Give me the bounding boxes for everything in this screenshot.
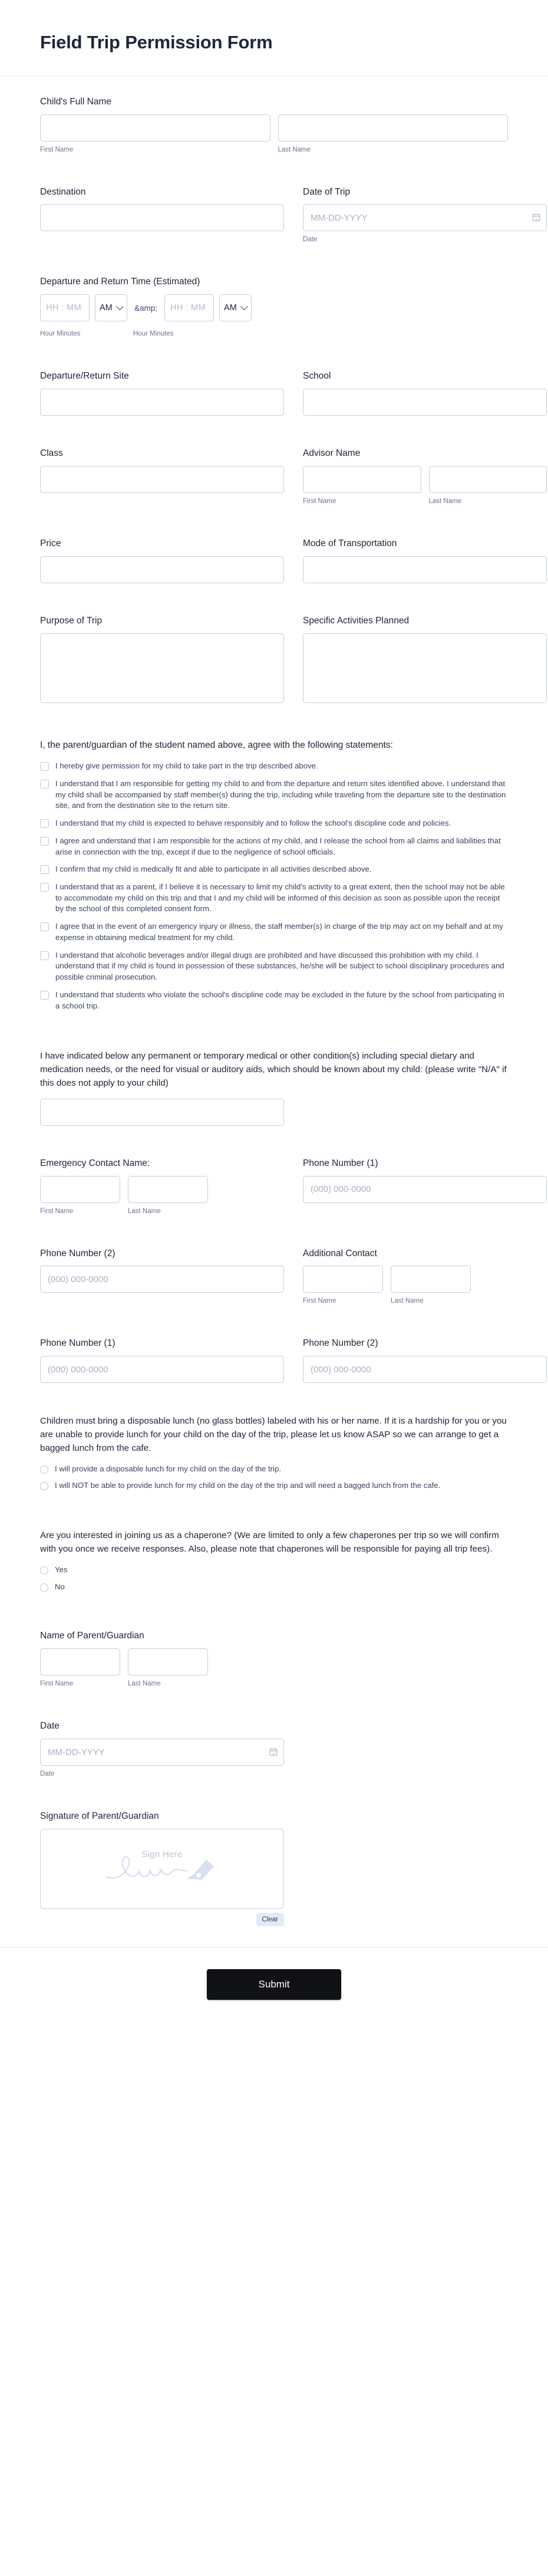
school-label: School (303, 371, 331, 382)
advisor-first-name-group (303, 466, 421, 506)
chevron-down-icon (240, 303, 248, 310)
advisor-last-name-group (429, 466, 547, 506)
spacer (40, 600, 508, 615)
radio-icon[interactable] (40, 1482, 48, 1490)
specific-activities-textarea[interactable] (303, 633, 547, 703)
additional-phone-2-label: Phone Number (2) (303, 1338, 378, 1349)
field-row-medical (40, 1050, 508, 1125)
agreement-item-label: I agree that in the event of an emergency injury or illness, the staff member(s) in charge of the trip may act on my behalf and at my expense in obtaining medical treatment for my child. (55, 922, 503, 942)
field-row-purpose-activities (40, 615, 508, 703)
emergency-contact-inputs (40, 1176, 284, 1216)
child-name-inputs (40, 114, 508, 155)
child-full-name-label: Child's Full Name (40, 96, 111, 107)
lunch-option-label: I will provide a disposable lunch for my child on the day of the trip. (55, 1464, 282, 1473)
chaperone-prompt: Are you interested in joining us as a chaperone? (We are limited to only a few chaperones per trip so we will confirm with you once we receive responses. Also, please note that chaperones will be responsible for paying all trip fees). (40, 1530, 499, 1554)
field-specific-activities (303, 615, 547, 703)
emergency-first-name-input[interactable] (40, 1176, 120, 1203)
field-row-signature (40, 1811, 508, 1926)
time-separator: &amp; (134, 303, 158, 313)
field-signature (40, 1811, 284, 1926)
form-footer (0, 1947, 548, 2026)
form-header (0, 0, 548, 76)
field-destination (40, 186, 284, 245)
spacer (40, 719, 508, 735)
parent-first-name-sublabel: First Name (40, 1680, 74, 1688)
advisor-name-inputs (303, 466, 547, 506)
parent-last-name-sublabel: Last Name (128, 1680, 161, 1688)
additional-first-name-input[interactable] (303, 1266, 383, 1293)
spacer (40, 1514, 508, 1529)
time-sublabels (40, 326, 508, 339)
field-medical-conditions (40, 1050, 508, 1125)
purpose-of-trip-label: Purpose of Trip (40, 615, 103, 626)
parent-first-name-input[interactable] (40, 1648, 120, 1675)
time-inputs (40, 294, 508, 321)
child-first-name-input[interactable] (40, 114, 270, 142)
child-last-name-sublabel: Last Name (278, 146, 311, 153)
date-of-trip-label: Date of Trip (303, 186, 351, 197)
field-school (303, 370, 547, 416)
emergency-last-name-group (128, 1176, 208, 1216)
chaperone-radio-row[interactable] (40, 1582, 508, 1593)
mode-of-transportation-label: Mode of Transportation (303, 538, 397, 548)
departure-time-input[interactable] (40, 294, 90, 321)
lunch-prompt: Children must bring a disposable lunch (no glass bottles) labeled with his or her name. If it is a hardship for you or you are unable to provide lunch for your child on the day of the trip, please let us know ASAP so we can arrange to get a bagged lunch from the cafe. (40, 1416, 507, 1453)
return-ampm-value: AM (224, 303, 237, 313)
radio-icon[interactable] (40, 1566, 48, 1575)
medical-conditions-label: I have indicated below any permanent or temporary medical or other condition(s) including special dietary and medication needs, or the need for visual or auditory aids, which should be known about my child: (please write "N/A" if this does not apply to your child) (40, 1051, 507, 1088)
signature-date-label: Date (40, 1721, 60, 1731)
signature-placeholder-text: Sign Here (141, 1849, 183, 1859)
field-row-child-name (40, 96, 508, 155)
field-additional-phone-2 (303, 1338, 547, 1383)
field-parent-guardian-name (40, 1630, 508, 1688)
field-emergency-phone-1 (303, 1158, 547, 1216)
field-mode-of-transportation (303, 538, 547, 583)
agreement-item-label: I hereby give permission for my child to take part in the trip described above. (55, 761, 318, 771)
spacer (40, 1142, 508, 1158)
emergency-phone-1-input[interactable] (303, 1176, 547, 1203)
emergency-phone-2-label: Phone Number (2) (40, 1248, 115, 1259)
additional-phone-1-label: Phone Number (1) (40, 1338, 115, 1349)
additional-contact-label: Additional Contact (303, 1248, 377, 1259)
agreement-item-label: I understand that I am responsible for getting my child to and from the departure and return sites identified above. I understand that my child shall be accompanied by staff member(s) during the trip, including while traveling from the departure site to the destination site, and from the destination site to the return site. (55, 778, 506, 810)
field-row-site-school (40, 370, 508, 416)
spacer (40, 1233, 508, 1248)
agreement-intro: I, the parent/guardian of the student named above, agree with the following statements: (40, 740, 393, 750)
agreement-checkbox-row[interactable] (40, 778, 508, 811)
spacer (40, 432, 508, 448)
parent-first-name-group (40, 1648, 120, 1688)
field-emergency-phone-2 (40, 1248, 284, 1306)
date-of-trip-input[interactable] (303, 204, 547, 231)
checkbox-icon[interactable] (40, 865, 49, 874)
departure-return-time-label: Departure and Return Time (Estimated) (40, 277, 200, 287)
chaperone-option-label: Yes (55, 1565, 68, 1574)
school-input[interactable] (303, 389, 547, 416)
field-row-destination-date (40, 186, 508, 245)
spacer (40, 171, 508, 186)
signature-pad[interactable] (40, 1829, 284, 1909)
agreement-checkbox-row[interactable] (40, 990, 508, 1011)
agreement-checkbox-list (40, 761, 508, 1011)
agreement-checkbox-row[interactable] (40, 864, 508, 875)
field-price (40, 538, 284, 583)
emergency-last-name-sublabel: Last Name (128, 1207, 161, 1215)
parent-name-inputs (40, 1648, 508, 1688)
purpose-of-trip-textarea[interactable] (40, 633, 284, 703)
field-row-class-advisor (40, 448, 508, 506)
lunch-section (40, 1415, 508, 1497)
field-purpose-of-trip (40, 615, 284, 703)
agreement-item-label: I confirm that my child is medically fit and able to participate in all activities described above. (55, 865, 372, 874)
field-departure-return-time (40, 276, 508, 339)
additional-phone-1-input[interactable] (40, 1356, 284, 1383)
checkbox-icon[interactable] (40, 922, 49, 931)
departure-time-sublabel: Hour Minutes (40, 330, 81, 338)
signature-date-input[interactable] (40, 1739, 284, 1766)
emergency-first-name-group (40, 1176, 120, 1216)
checkbox-icon[interactable] (40, 991, 49, 1000)
clear-signature-button[interactable]: Clear (256, 1913, 284, 1926)
chaperone-radio-group (40, 1565, 508, 1592)
spacer (40, 1615, 508, 1630)
emergency-last-name-input[interactable] (128, 1176, 208, 1203)
return-ampm-select[interactable] (219, 294, 252, 321)
chaperone-section (40, 1529, 508, 1598)
advisor-last-name-input[interactable] (429, 466, 547, 493)
agreement-checkbox-row[interactable] (40, 882, 508, 915)
field-departure-return-site (40, 370, 284, 416)
lunch-radio-row[interactable] (40, 1464, 508, 1475)
additional-phone-2-input[interactable] (303, 1356, 547, 1383)
field-row-emergency-contact (40, 1158, 508, 1216)
additional-last-name-group (391, 1266, 471, 1306)
parent-last-name-group (128, 1648, 208, 1688)
chaperone-radio-row[interactable] (40, 1565, 508, 1576)
checkbox-icon[interactable] (40, 762, 49, 771)
additional-first-name-group (303, 1266, 383, 1306)
signature-date-wrapper (40, 1739, 284, 1766)
page-title: Field Trip Permission Form (40, 32, 273, 52)
return-time-input[interactable] (164, 294, 214, 321)
agreement-item-label: I understand that alcoholic beverages and/or illegal drugs are prohibited and have discussed this prohibition with my child. I understand that if my child is found in possession of these substances, he/she will be subject to school disciplinary procedures and possible criminal prosecution. (55, 950, 504, 982)
agreement-item-label: I understand that as a parent, if I believe it is necessary to limit my child's activity to a great extent, then the school may not be able to accommodate my child on this trip and that I and my child will be informed of this decision as soon as possible upon the receipt by the school of this completed consent form. (55, 882, 505, 914)
agreement-item-label: I agree and understand that I am responsible for the actions of my child, and I release the school from all claims and liabilities that arise in connection with the trip, except if due to the negligence of school officials. (55, 836, 501, 856)
advisor-first-name-input[interactable] (303, 466, 421, 493)
departure-return-site-label: Departure/Return Site (40, 371, 129, 382)
departure-ampm-value: AM (100, 303, 113, 313)
field-row-phone2-additional (40, 1248, 508, 1306)
child-last-name-input[interactable] (278, 114, 509, 142)
pen-nib-icon (103, 1851, 221, 1885)
field-row-signature-date (40, 1720, 508, 1779)
advisor-first-name-sublabel: First Name (303, 498, 336, 505)
signature-label: Signature of Parent/Guardian (40, 1811, 159, 1821)
checkbox-icon[interactable] (40, 837, 49, 846)
price-input[interactable] (40, 556, 284, 583)
additional-first-name-sublabel: First Name (303, 1297, 336, 1305)
signature-clear-row (40, 1913, 284, 1926)
emergency-first-name-sublabel: First Name (40, 1207, 74, 1215)
agreement-checkbox-row[interactable] (40, 761, 508, 772)
chevron-down-icon (116, 303, 124, 310)
field-class (40, 448, 284, 506)
radio-icon[interactable] (40, 1466, 48, 1474)
departure-ampm-select[interactable] (95, 294, 127, 321)
checkbox-icon[interactable] (40, 819, 49, 828)
spacer (40, 523, 508, 538)
spacer (40, 1705, 508, 1720)
additional-last-name-input[interactable] (391, 1266, 471, 1293)
chaperone-option-label: No (55, 1582, 65, 1591)
price-label: Price (40, 538, 61, 548)
emergency-contact-name-label: Emergency Contact Name: (40, 1158, 150, 1168)
field-signature-date (40, 1720, 284, 1779)
parent-guardian-name-label: Name of Parent/Guardian (40, 1631, 144, 1641)
agreement-checkbox-row[interactable] (40, 818, 508, 829)
spacer (40, 355, 508, 370)
child-first-name-sublabel: First Name (40, 146, 74, 153)
parent-last-name-input[interactable] (128, 1648, 208, 1675)
field-emergency-contact-name (40, 1158, 284, 1216)
additional-last-name-sublabel: Last Name (391, 1297, 424, 1305)
field-child-full-name (40, 96, 508, 155)
field-advisor-name (303, 448, 547, 506)
mode-of-transportation-input[interactable] (303, 556, 547, 583)
checkbox-icon[interactable] (40, 951, 49, 960)
departure-return-site-input[interactable] (40, 389, 284, 416)
advisor-last-name-sublabel: Last Name (428, 498, 462, 505)
class-input[interactable] (40, 466, 284, 493)
return-time-sublabel: Hour Minutes (133, 330, 174, 338)
class-label: Class (40, 448, 63, 459)
signature-date-sublabel: Date (40, 1770, 55, 1778)
lunch-option-label: I will NOT be able to provide lunch for my child on the day of the trip and will need a bagged lunch from the cafe. (55, 1481, 441, 1490)
radio-icon[interactable] (40, 1583, 48, 1592)
spacer (40, 1399, 508, 1415)
advisor-name-label: Advisor Name (303, 448, 361, 459)
destination-label: Destination (40, 186, 86, 197)
additional-contact-inputs (303, 1266, 547, 1306)
emergency-phone-1-label: Phone Number (1) (303, 1158, 378, 1168)
child-last-name-group (278, 114, 509, 155)
checkbox-icon[interactable] (40, 780, 49, 788)
field-row-additional-phones (40, 1338, 508, 1383)
submit-button[interactable]: Submit (207, 1969, 341, 2000)
spacer (40, 1034, 508, 1050)
field-row-time (40, 276, 508, 339)
field-additional-phone-1 (40, 1338, 284, 1383)
lunch-radio-group (40, 1464, 508, 1491)
destination-input[interactable] (40, 204, 284, 231)
date-of-trip-sublabel: Date (303, 236, 318, 244)
field-row-price-transport (40, 538, 508, 583)
agreement-item-label: I understand that students who violate the school's discipline code may be excluded in the future by the school from participating in a school trip. (55, 990, 504, 1010)
field-row-parent-name (40, 1630, 508, 1688)
form-body (0, 76, 548, 1926)
spacer (40, 1795, 508, 1811)
agreement-checkbox-row[interactable] (40, 836, 508, 857)
medical-conditions-input[interactable] (40, 1099, 284, 1126)
checkbox-icon[interactable] (40, 883, 49, 892)
signature-placeholder (41, 1849, 283, 1888)
specific-activities-label: Specific Activities Planned (303, 615, 410, 626)
date-of-trip-wrapper (303, 204, 547, 231)
agreement-checkbox-row[interactable] (40, 950, 508, 983)
spacer (40, 261, 508, 276)
emergency-phone-2-input[interactable] (40, 1266, 284, 1293)
child-first-name-group (40, 114, 270, 155)
agreement-section (40, 735, 508, 1018)
lunch-radio-row[interactable] (40, 1480, 508, 1491)
spacer (40, 1322, 508, 1338)
field-date-of-trip (303, 186, 547, 245)
agreement-item-label: I understand that my child is expected to behave responsibly and to follow the school's discipline code and policies. (55, 819, 451, 828)
agreement-checkbox-row[interactable] (40, 921, 508, 943)
field-additional-contact (303, 1248, 547, 1306)
